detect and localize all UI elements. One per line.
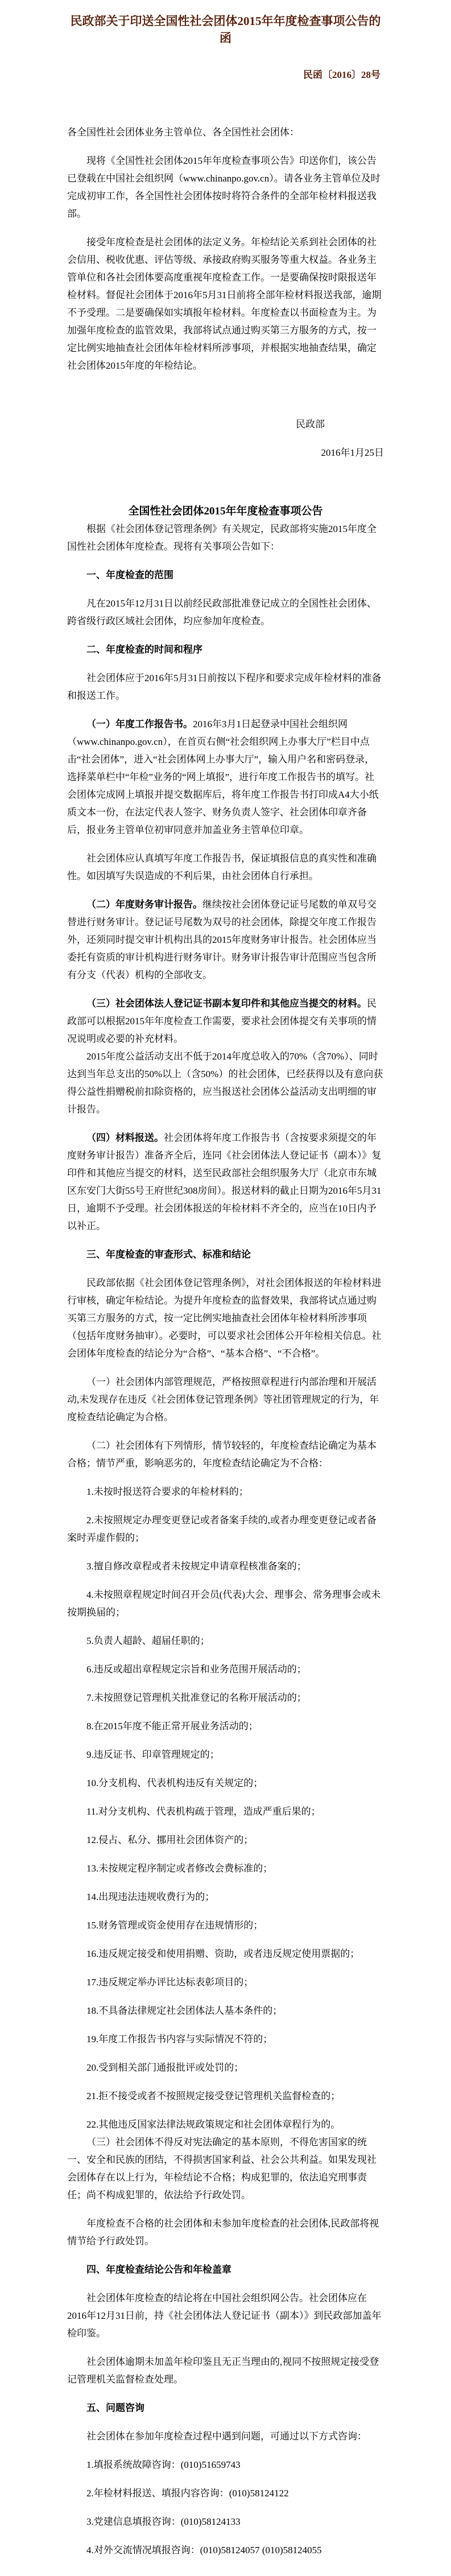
list-item: 21.拒不接受或者不按照规定接受登记管理机关监督检查的； [86,2091,341,2101]
section-heading: 四、年度检查结论公告和年检盖章 [86,2264,231,2275]
paragraph: 社会团体应于2016年5月31日前按以下程序和要求完成年检材料的准备和报送工作。 [67,673,382,701]
list-item: 9.违反证书、印章管理规定的； [86,1749,220,1760]
paragraph: 根据《社会团体登记管理条例》有关规定，民政部将实施2015年度全国性社会团体年度检查。现将有关事项公告如下： [67,524,376,552]
paragraph-lead: （一）年度工作报告书。 [86,719,193,729]
list-item: 6.违反或超出章程规定宗旨和业务范围开展活动的； [86,1664,307,1675]
paragraph: 2015年度公益活动支出不低于2014年度总收入的70%（含70%）、同时达到当年总支出的50%以上（含50%）的社会团体，已经获得以及有意向获得公益性捐赠税前扣除资格的，应当报送社会团体公益活动支出明细的审计报告。 [67,1051,383,1115]
paragraph: 接受年度检查是社会团体的法定义务。年检结论关系到社会团体的社会信用、税收优惠、评估等级、承接政府购买服务等重大权益。各业务主管单位和各社会团体要高度重视年度检查工作。一是要确保按时限报送年检材料。督促社会团体于2016年5月31日前将全部年检材料报送我部，逾期不予受理。二是要确保如实填报年检材料。年度检查以书面检查为主。为加强年度检查的监管效果，我部将试点通过购买第三方服务的方式，按一定比例实地抽查社会团体年检材料所涉事项，并根据实地抽查结果，确定社会团体2015年度的年检结论。 [67,237,382,371]
list-item: 1.填报系统故障咨询：(010)51659743 [86,2459,241,2470]
list-item: 14.出现违法违规收费行为的； [86,1891,215,1902]
section-heading: 二、年度检查的时间和程序 [86,644,202,655]
list-item: 15.财务管理或资金使用存在违规情形的； [86,1920,263,1931]
list-item: 4.未按照章程规定时间召开会员(代表)大会、理事会、常务理事会或未按期换届的； [67,1589,381,1618]
list-item: 5.负责人超龄、超届任职的； [86,1635,210,1646]
paragraph: （三）社会团体不得反对宪法确定的基本原则，不得危害国家的统一、安全和民族的团结，不得损害国家利益、社会公共利益。如果发现社会团体存在以上行为，年检结论不合格；构成犯罪的，依法追究刑事责任；尚不构成犯罪的，依法给予行政处罚。 [67,2137,376,2200]
document-number: 民函〔2016〕28号 [303,69,380,80]
paragraph: 社会团体逾期未加盖年检印鉴且无正当理由的,视同不按照规定接受登记管理机关监督检查处理。 [67,2356,379,2385]
list-item: 22.其他违反国家法律法规政策规定和社会团体章程行为的。 [86,2119,341,2130]
paragraph: 年度检查不合格的社会团体和未参加年度检查的社会团体,民政部将视情节给予行政处罚。 [67,2218,379,2247]
salutation: 各全国性社会团体业务主管单位、各全国性社会团体： [67,127,299,138]
list-item: 20.受到相关部门通报批评或处罚的； [86,2062,244,2073]
list-item: 18.不具备法律规定社会团体法人基本条件的； [86,2005,283,2016]
list-item: 16.违反规定接受和使用捐赠、资助，或者违反规定使用票据的； [86,1948,360,1959]
paragraph: 社会团体应认真填写年度工作报告书，保证填报信息的真实性和准确性。如因填写失误造成的不利后果，由社会团体自行承担。 [67,853,376,881]
paragraph: （一）年度工作报告书。2016年3月1日起登录中国社会组织网（www.chinanpo.gov.cn），在首页右侧“社会组织网上办事大厅”栏目中点击“社会团体”，进入“社会团体网上办事大厅”，输入用户名和密码登录，选择菜单栏中“年检”业务的“网上填报”，进行年度工作报告书的填写。社会团体完成网上填报并提交数据库后，将年度工作报告书打印成A4大小纸质文本一份，在法定代表人签字、财务负责人签字、社会团体印章齐备后，报业务主管单位初审同意并加盖业务主管单位印章。 [67,719,379,835]
signature: 民政部 [296,419,325,430]
list-item: 13.未按规定程序制定或者修改会费标准的； [86,1863,273,1874]
list-item: 17.违反规定举办评比达标表彰项目的； [86,1977,254,1988]
list-item: 3.党建信息填报咨询：(010)58124133 [86,2516,241,2527]
paragraph: 凡在2015年12月31日以前经民政部批准登记成立的全国性社会团体、跨省级行政区域社会团体，均应参加年度检查。 [67,598,376,627]
paragraph: 社会团体在参加年度检查过程中遇到问题，可通过以下方式咨询： [86,2431,367,2442]
section-heading: 五、问题咨询 [86,2402,144,2413]
paragraph: （四）材料报送。社会团体将年度工作报告书（含按要求须提交的年度财务审计报告）准备齐全后，连同《社会团体法人登记证书（副本）》复印件和其他应当提交的材料，送至民政部社会组织服务大厅（北京市东城区东安门大街55号王府世纪308房间）。报送材料的截止日期为2016年5月31日，逾期不予受理。社会团体报送的年检材料不齐全的，应当在10日内予以补正。 [67,1132,382,1231]
section-heading: 三、年度检查的审查形式、标准和结论 [86,1249,251,1260]
list-item: 1.未按时报送符合要求的年检材料的； [86,1486,249,1497]
list-item: 8.在2015年度不能正常开展业务活动的； [86,1721,258,1732]
paragraph: （二）年度财务审计报告。继续按社会团体登记证号尾数的单双号交替进行财务审计。登记证号尾数为双号的社会团体，除提交年度工作报告外，还须同时提交审计机构出具的2015年度财务审计报告。社会团体应当委托有资质的审计机构进行财务审计。财务审计报告审计范围应当包含所有分支（代表）机构的全部收支。 [67,899,376,980]
paragraph-lead: （三）社会团体法人登记证书副本复印件和其他应当提交的材料。 [86,998,367,1009]
paragraph-lead: （二）年度财务审计报告。 [86,899,202,910]
paragraph: （三）社会团体法人登记证书副本复印件和其他应当提交的材料。民政部可以根据2015年年度检查工作需要，要求社会团体提交有关事项的情况说明或必要的补充材料。 [67,998,376,1044]
paragraph: 民政部依据《社会团体登记管理条例》，对社会团体报送的年检材料进行审核，确定年检结论。为提升年度检查的监督效果，我部将试点通过购买第三方服务的方式，按一定比例实地抽查社会团体年检材料所涉事项（包括年度财务抽审）。必要时，可以要求社会团体公开年检相关信息。社会团体年度检查的结论分为“合格”、“基本合格”、“不合格”。 [67,1277,382,1359]
paragraph: （一）社会团体内部管理规范，严格按照章程进行内部治理和开展活动,未发现存在违反《社会团体登记管理条例》等社团管理规定的行为，年度检查结论确定为合格。 [67,1376,379,1423]
list-item: 19.年度工作报告书内容与实际情况不符的； [86,2034,273,2045]
paragraph: 社会团体年度检查的结论将在中国社会组织网公告。社会团体应在2016年12月31日前，持《社会团体法人登记证书（副本）》到民政部加盖年检印鉴。 [67,2293,382,2339]
list-item: 7.未按照登记管理机关批准登记的名称开展活动的； [86,1692,307,1703]
list-item: 11.对分支机构、代表机构疏于管理，造成严重后果的； [86,1806,321,1817]
list-item: 4.对外交流情况填报咨询：(010)58124057 (010)58124055 [86,2545,322,2556]
paragraph: 现将《全国性社会团体2015年年度检查事项公告》印送你们，该公告已登载在中国社会组织网（www.chinanpo.gov.cn）。请各业务主管单位及时完成初审工作，各全国性社会团体按时将符合条件的全部年检材料报送我部。 [67,155,380,219]
list-item: 2.未按照规定办理变更登记或者备案手续的,或者办理变更登记或者备案时弄虚作假的； [67,1515,376,1543]
signature-date: 2016年1月25日 [321,447,384,458]
list-item: 3.擅自修改章程或者未按规定申请章程核准备案的； [86,1561,307,1572]
list-item: 2.年检材料报送、填报内容咨询：(010)58124122 [86,2488,289,2499]
paragraph-lead: （四）材料报送。 [86,1132,164,1143]
document-title: 民政部关于印送全国性社会团体2015年年度检查事项公告的函 [70,14,381,45]
document-body [67,123,384,2559]
paragraph: （二）社会团体有下列情形，情节较轻的，年度检查结论确定为基本合格；情节严重，影响恶劣的，年度检查结论确定为不合格： [67,1440,376,1469]
section-heading: 一、年度检查的范围 [86,570,173,580]
list-item: 12.侵占、私分、挪用社会团体资产的； [86,1835,254,1845]
announcement-title: 全国性社会团体2015年年度检查事项公告 [128,505,323,517]
list-item: 10.分支机构、代表机构违反有关规定的； [86,1778,263,1788]
